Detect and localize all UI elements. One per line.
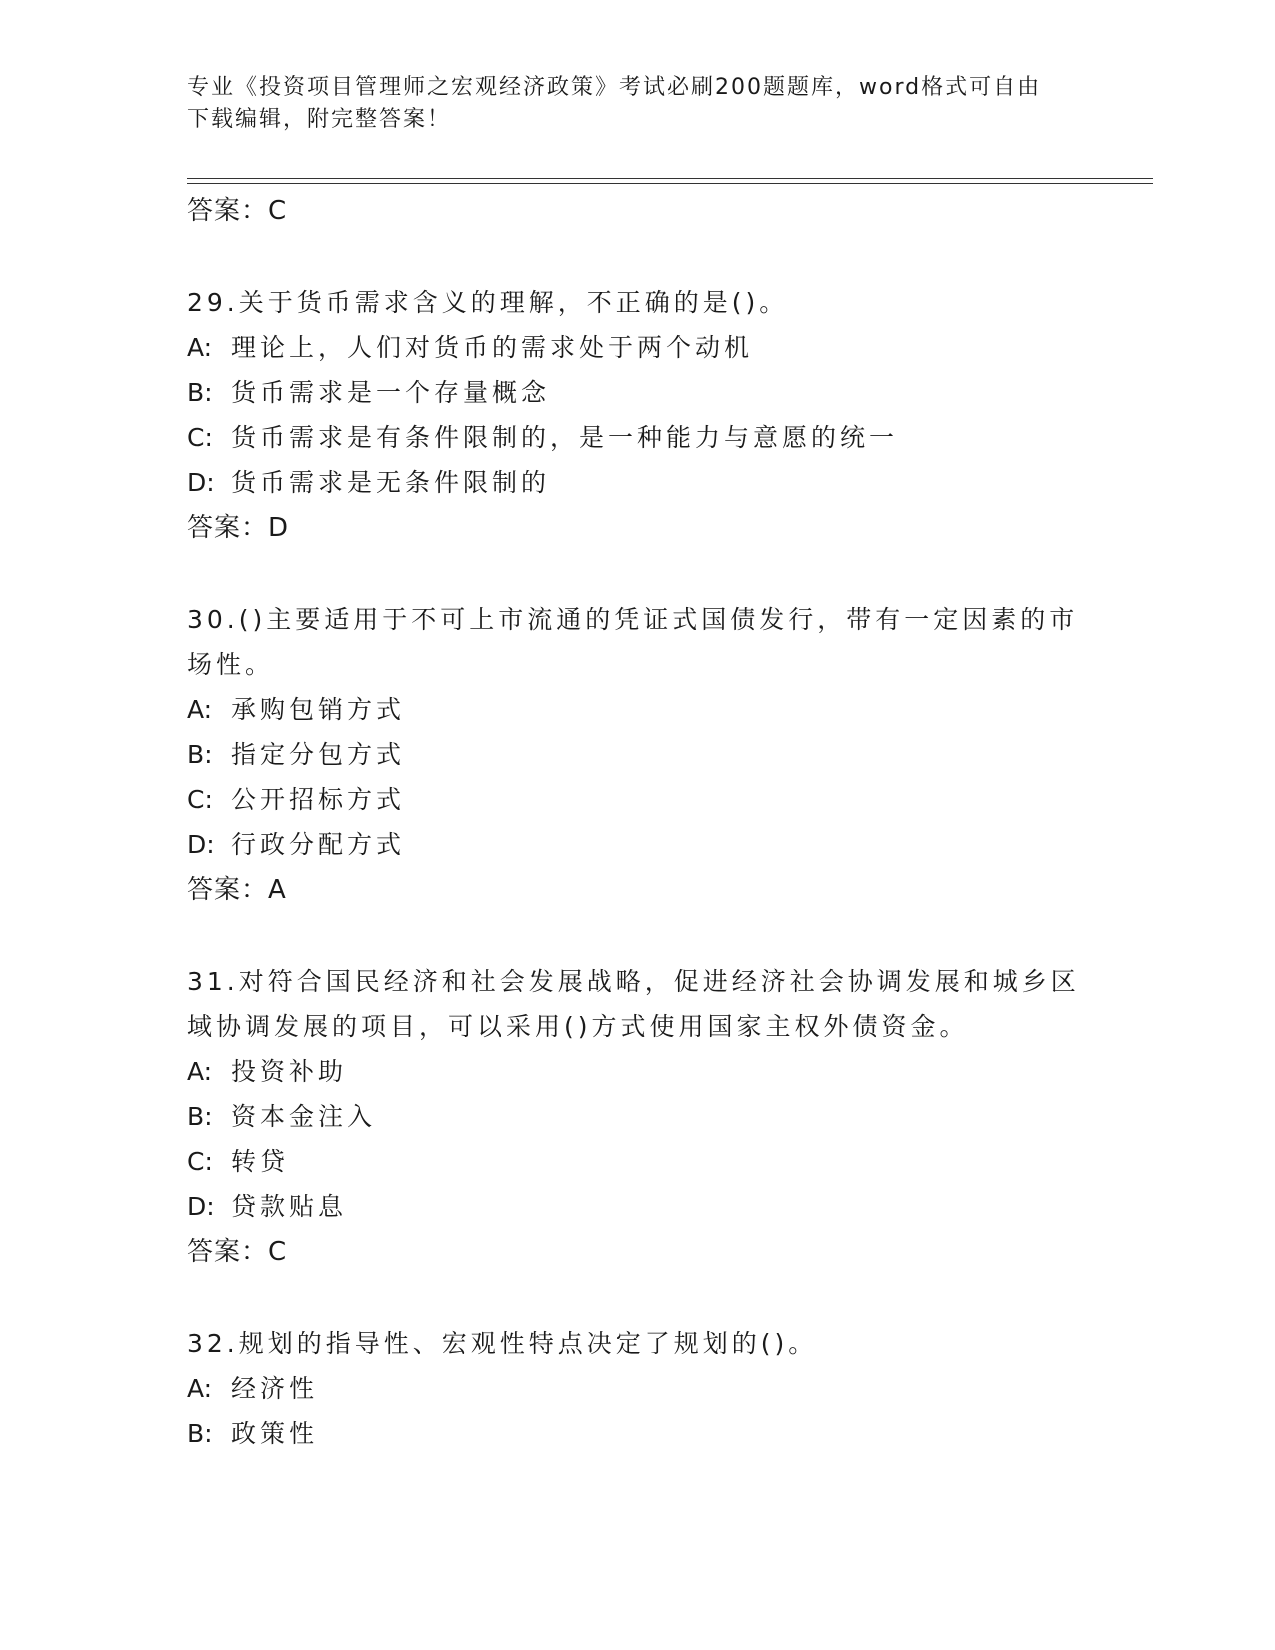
spacer <box>187 551 1087 597</box>
option-letter: C: <box>187 423 213 452</box>
spacer <box>187 234 1087 280</box>
option-letter: D: <box>187 830 215 859</box>
question-31 <box>187 959 1087 1275</box>
question-stem: 31.对符合国民经济和社会发展战略，促进经济社会协调发展和城乡区 <box>187 967 1080 996</box>
option-letter: B: <box>187 1102 213 1131</box>
option-c <box>187 777 1087 822</box>
option-text: 理论上，人们对货币的需求处于两个动机 <box>231 333 754 362</box>
option-letter: A: <box>187 695 213 724</box>
question-29 <box>187 280 1087 551</box>
option-a <box>187 1049 1087 1094</box>
option-letter: A: <box>187 1057 213 1086</box>
option-text: 政策性 <box>231 1419 319 1448</box>
option-text: 经济性 <box>231 1374 319 1403</box>
question-stem-continued: 场性。 <box>187 650 275 679</box>
option-b <box>187 1411 1087 1456</box>
option-letter: B: <box>187 378 213 407</box>
option-a <box>187 687 1087 732</box>
option-b <box>187 370 1087 415</box>
option-a <box>187 325 1087 370</box>
spacer <box>187 913 1087 959</box>
option-letter: B: <box>187 1419 213 1448</box>
answer: 答案：C <box>187 1237 288 1267</box>
option-text: 公开招标方式 <box>231 785 406 814</box>
option-letter: D: <box>187 468 215 497</box>
question-stem: 30.()主要适用于不可上市流通的凭证式国债发行，带有一定因素的市 <box>187 605 1079 634</box>
question-30 <box>187 597 1087 913</box>
option-c <box>187 1139 1087 1184</box>
option-letter: A: <box>187 1374 213 1403</box>
option-text: 贷款贴息 <box>231 1192 348 1221</box>
header-divider-top <box>187 178 1153 179</box>
question-stem: 29.关于货币需求含义的理解，不正确的是()。 <box>187 288 789 317</box>
option-text: 投资补助 <box>231 1057 348 1086</box>
option-text: 行政分配方式 <box>231 830 406 859</box>
option-text: 资本金注入 <box>231 1102 377 1131</box>
question-list <box>187 188 1087 1456</box>
option-letter: A: <box>187 333 213 362</box>
option-text: 货币需求是有条件限制的，是一种能力与意愿的统一 <box>231 423 899 452</box>
option-text: 承购包销方式 <box>231 695 406 724</box>
option-b <box>187 1094 1087 1139</box>
header-line-1: 专业《投资项目管理师之宏观经济政策》考试必刷200题题库，word格式可自由 <box>187 75 1042 100</box>
option-letter: D: <box>187 1192 215 1221</box>
option-letter: C: <box>187 1147 213 1176</box>
answer: 答案：D <box>187 513 290 543</box>
option-c <box>187 415 1087 460</box>
question-stem-continued: 域协调发展的项目，可以采用()方式使用国家主权外债资金。 <box>187 1012 969 1041</box>
option-d <box>187 822 1087 867</box>
header-divider-bottom <box>187 183 1153 184</box>
option-a <box>187 1366 1087 1411</box>
option-d <box>187 460 1087 505</box>
spacer <box>187 1275 1087 1321</box>
previous-answer: 答案：C <box>187 196 288 226</box>
option-text: 货币需求是无条件限制的 <box>231 468 551 497</box>
document-header <box>187 72 1067 136</box>
question-stem: 32.规划的指导性、宏观性特点决定了规划的()。 <box>187 1329 818 1358</box>
option-letter: C: <box>187 785 213 814</box>
option-b <box>187 732 1087 777</box>
header-line-2: 下载编辑，附完整答案！ <box>187 107 452 132</box>
option-d <box>187 1184 1087 1229</box>
answer: 答案：A <box>187 875 287 905</box>
option-letter: B: <box>187 740 213 769</box>
question-32 <box>187 1321 1087 1456</box>
option-text: 转贷 <box>231 1147 290 1176</box>
option-text: 货币需求是一个存量概念 <box>231 378 551 407</box>
option-text: 指定分包方式 <box>231 740 406 769</box>
